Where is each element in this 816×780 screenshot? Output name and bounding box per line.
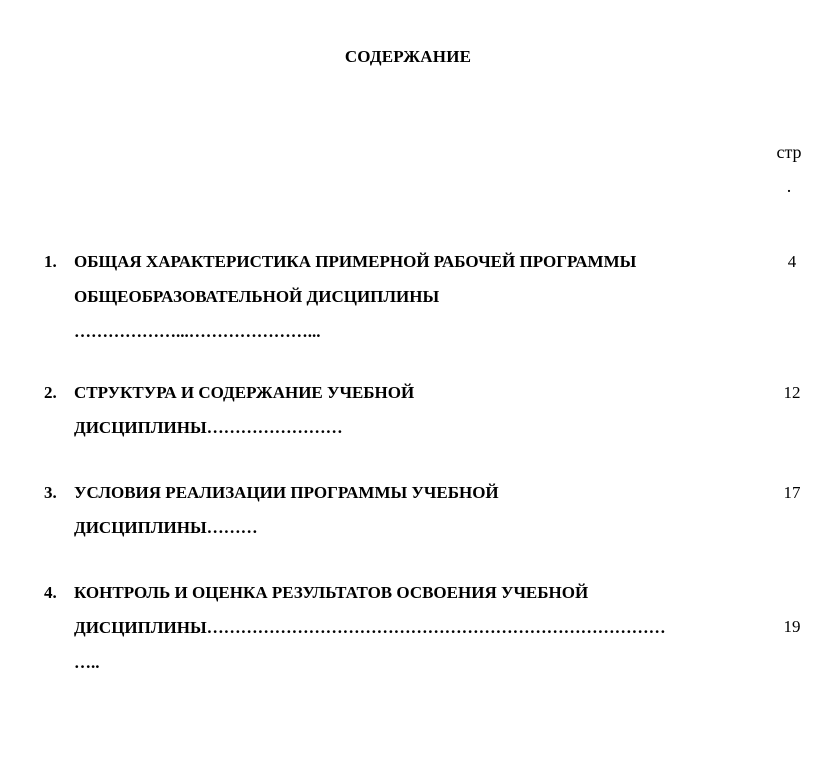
toc-entry-line: ДИСЦИПЛИНЫ……… xyxy=(74,518,258,537)
toc-entry-number: 3. xyxy=(44,483,57,502)
toc-entry-text xyxy=(74,475,754,545)
toc-entry-line: КОНТРОЛЬ И ОЦЕНКА РЕЗУЛЬТАТОВ ОСВОЕНИЯ УЧЕБНОЙ xyxy=(74,583,589,602)
toc-entry-text xyxy=(74,244,754,349)
toc-entry-text xyxy=(74,575,754,680)
toc-entry-number: 4. xyxy=(44,583,57,602)
toc-entry-page: 4 xyxy=(787,252,797,271)
page-column-header xyxy=(764,135,814,203)
page-column-header-dot: . xyxy=(786,176,792,196)
toc-entry-line: УСЛОВИЯ РЕАЛИЗАЦИИ ПРОГРАММЫ УЧЕБНОЙ xyxy=(74,483,499,502)
document-title: СОДЕРЖАНИЕ xyxy=(344,47,472,66)
toc-entry-page: 12 xyxy=(783,383,801,402)
toc-entry-line: ДИСЦИПЛИНЫ…………………… xyxy=(74,418,343,437)
toc-entry-number: 2. xyxy=(44,383,57,402)
toc-entry-line: ….. xyxy=(74,653,100,672)
toc-entry-page: 19 xyxy=(783,617,801,636)
toc-entry-text xyxy=(74,375,754,445)
toc-entry-line: ОБЩАЯ ХАРАКТЕРИСТИКА ПРИМЕРНОЙ РАБОЧЕЙ ПРОГРАММЫ xyxy=(74,252,637,271)
toc-entry-line: ………………...…………………... xyxy=(74,322,321,341)
page-column-header-abbr: стр xyxy=(776,142,802,162)
toc-entry-line: СТРУКТУРА И СОДЕРЖАНИЕ УЧЕБНОЙ xyxy=(74,383,415,402)
toc-entry-page: 17 xyxy=(783,483,801,502)
toc-entry-number: 1. xyxy=(44,252,57,271)
toc-entry-line: ДИСЦИПЛИНЫ……………………………………………………………………… xyxy=(74,618,666,637)
toc-entry-line: ОБЩЕОБРАЗОВАТЕЛЬНОЙ ДИСЦИПЛИНЫ xyxy=(74,287,440,306)
